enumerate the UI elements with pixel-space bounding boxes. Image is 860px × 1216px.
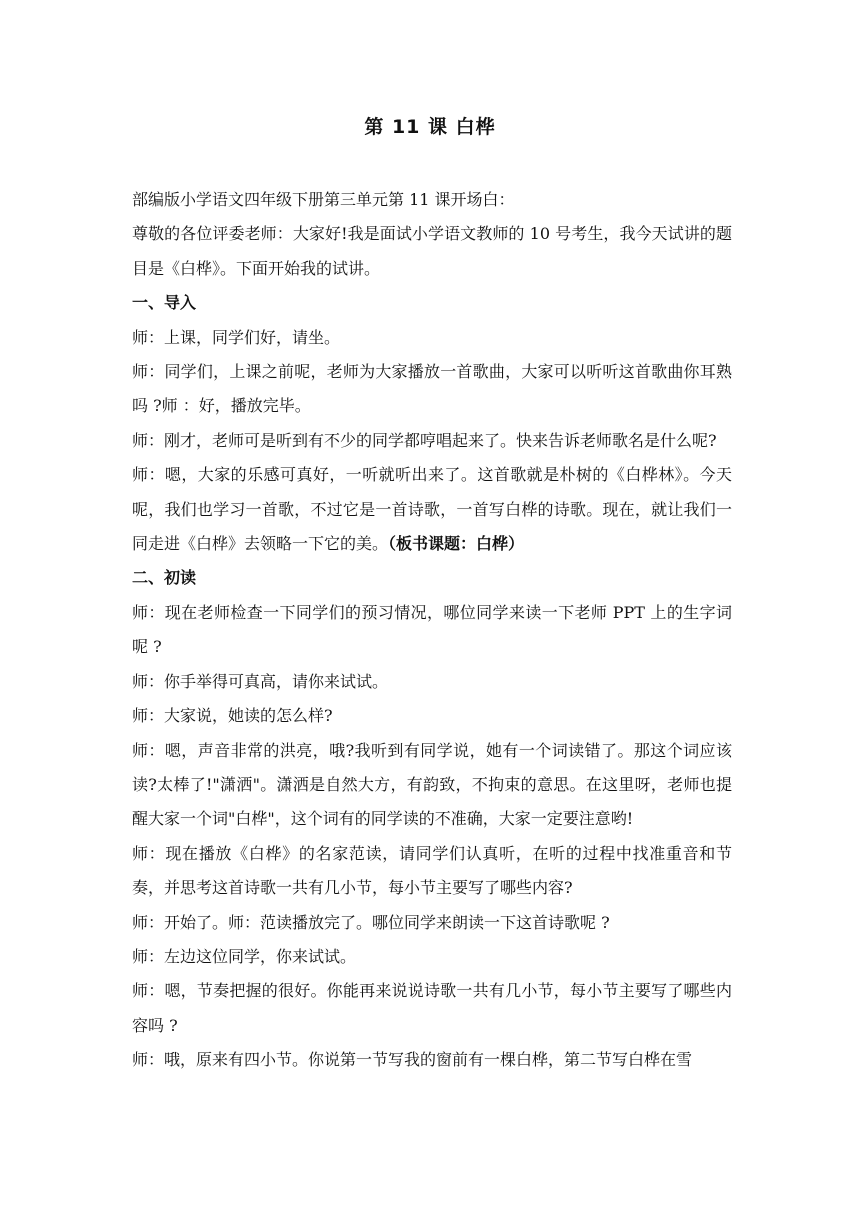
intro-paragraph: 部编版小学语文四年级下册第三单元第 11 课开场白： — [132, 190, 515, 209]
paragraph — [132, 458, 732, 561]
paragraph: 师：现在老师检查一下同学们的预习情况，哪位同学来读一下老师 PPT 上的生字词呢 ? — [132, 602, 732, 657]
paragraph: 师：上课，同学们好，请坐。 — [132, 327, 341, 347]
paragraph: 师：刚才，老师可是听到有不少的同学都哼唱起来了。快来告诉老师歌名是什么呢? — [132, 430, 717, 450]
paragraph: 师：嗯，节奏把握的很好。你能再来说说诗歌一共有几小节，每小节主要写了哪些内容吗 ? — [132, 981, 732, 1035]
paragraph: 师：嗯，声音非常的洪亮，哦?我听到有同学说，她有一个词读错了。那这个词应该读?太棒了!"潇洒"。潇洒是自然大方，有韵致，不拘束的意思。在这里呀，老师也提醒大家一个词"白桦"，这个词有的同学读的不准确，大家一定要注意哟! — [132, 740, 732, 829]
paragraph: 师：现在播放《白桦》的名家范读，请同学们认真听，在听的过程中找准重音和节奏，并思考这首诗歌一共有几小节，每小节主要写了哪些内容? — [132, 843, 732, 898]
section-heading-first-reading: 二、初读 — [132, 568, 197, 588]
paragraph-text: 师：嗯，大家的乐感可真好，一听就听出来了。这首歌就是朴树的《白桦林》。今天呢，我们也学习一首歌，不过它是一首诗歌，一首写白桦的诗歌。现在，就让我们一同走进《白桦》去领略一下它的美。 — [132, 465, 732, 554]
paragraph: 师：大家说，她读的怎么样? — [132, 706, 333, 726]
page-title: 第 11 课 白桦 — [364, 116, 496, 138]
paragraph: 师：你手举得可真高，请你来试试。 — [132, 671, 389, 691]
document-body — [132, 183, 732, 1078]
board-note: （板书课题：白桦） — [388, 534, 525, 554]
paragraph: 师：哦，原来有四小节。你说第一节写我的窗前有一棵白桦，第二节写白桦在雪 — [132, 1050, 693, 1070]
paragraph: 师：开始了。师：范读播放完了。哪位同学来朗读一下这首诗歌呢 ? — [132, 912, 610, 932]
section-heading-intro: 一、导入 — [132, 293, 197, 313]
greeting-paragraph: 尊敬的各位评委老师：大家好!我是面试小学语文教师的 10 号考生，我今天试讲的题目是《白桦》。下面开始我的试讲。 — [132, 224, 732, 278]
paragraph: 师：左边这位同学，你来试试。 — [132, 946, 357, 966]
paragraph: 师：同学们，上课之前呢，老师为大家播放一首歌曲，大家可以听听这首歌曲你耳熟吗 ?师 ：好，播放完毕。 — [132, 362, 732, 416]
